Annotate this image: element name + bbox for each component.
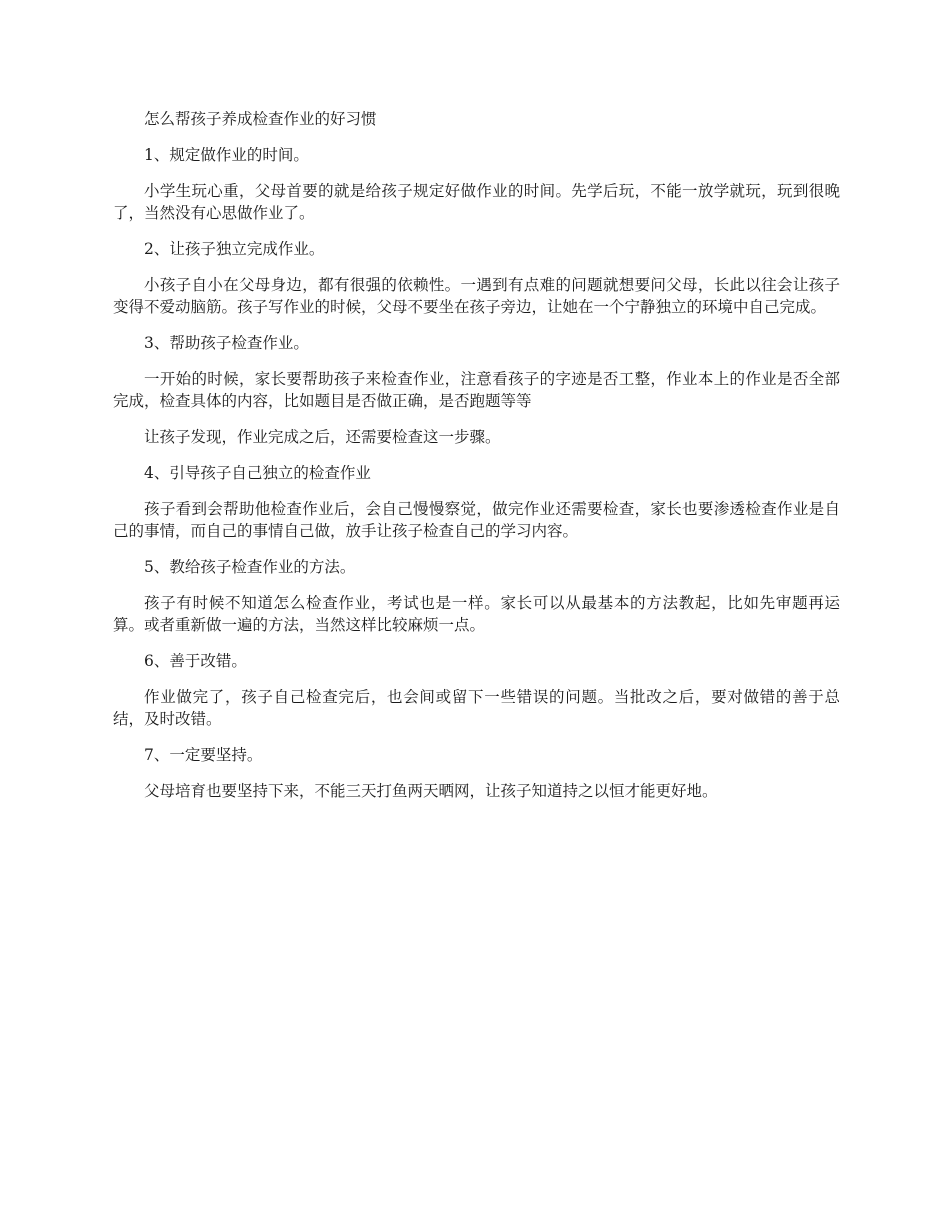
section-heading-1: 1、规定做作业的时间。 <box>144 146 309 164</box>
body-paragraph: 作业做完了，孩子自己检查完后，也会间或留下一些错误的问题。当批改之后，要对做错的善于总结，及时改错。 <box>113 688 840 728</box>
section-heading-4: 4、引导孩子自己独立的检查作业 <box>144 464 371 482</box>
document-title: 怎么帮孩子养成检查作业的好习惯 <box>144 110 377 128</box>
section-heading-5: 5、教给孩子检查作业的方法。 <box>144 558 356 576</box>
body-paragraph: 孩子看到会帮助他检查作业后，会自己慢慢察觉，做完作业还需要检查，家长也要渗透检查作业是自己的事情，而自己的事情自己做，放手让孩子检查自己的学习内容。 <box>113 500 840 540</box>
body-paragraph: 父母培育也要坚持下来，不能三天打鱼两天晒网，让孩子知道持之以恒才能更好地。 <box>144 782 718 800</box>
body-paragraph: 孩子有时候不知道怎么检查作业，考试也是一样。家长可以从最基本的方法教起，比如先审题再运算。或者重新做一遍的方法，当然这样比较麻烦一点。 <box>113 594 840 634</box>
section-heading-7: 7、一定要坚持。 <box>144 746 263 764</box>
section-heading-6: 6、善于改错。 <box>144 652 247 670</box>
section-heading-3: 3、帮助孩子检查作业。 <box>144 334 309 352</box>
body-paragraph: 小学生玩心重，父母首要的就是给孩子规定好做作业的时间。先学后玩，不能一放学就玩，玩到很晚了，当然没有心思做作业了。 <box>113 182 840 222</box>
document-page <box>113 108 840 816</box>
body-paragraph: 小孩子自小在父母身边，都有很强的依赖性。一遇到有点难的问题就想要问父母，长此以往会让孩子变得不爱动脑筋。孩子写作业的时候，父母不要坐在孩子旁边，让她在一个宁静独立的环境中自己完成。 <box>113 276 840 316</box>
section-heading-2: 2、让孩子独立完成作业。 <box>144 240 325 258</box>
body-paragraph: 一开始的时候，家长要帮助孩子来检查作业，注意看孩子的字迹是否工整，作业本上的作业是否全部完成，检查具体的内容，比如题目是否做正确，是否跑题等等 <box>113 370 840 410</box>
body-paragraph: 让孩子发现，作业完成之后，还需要检查这一步骤。 <box>144 428 501 446</box>
